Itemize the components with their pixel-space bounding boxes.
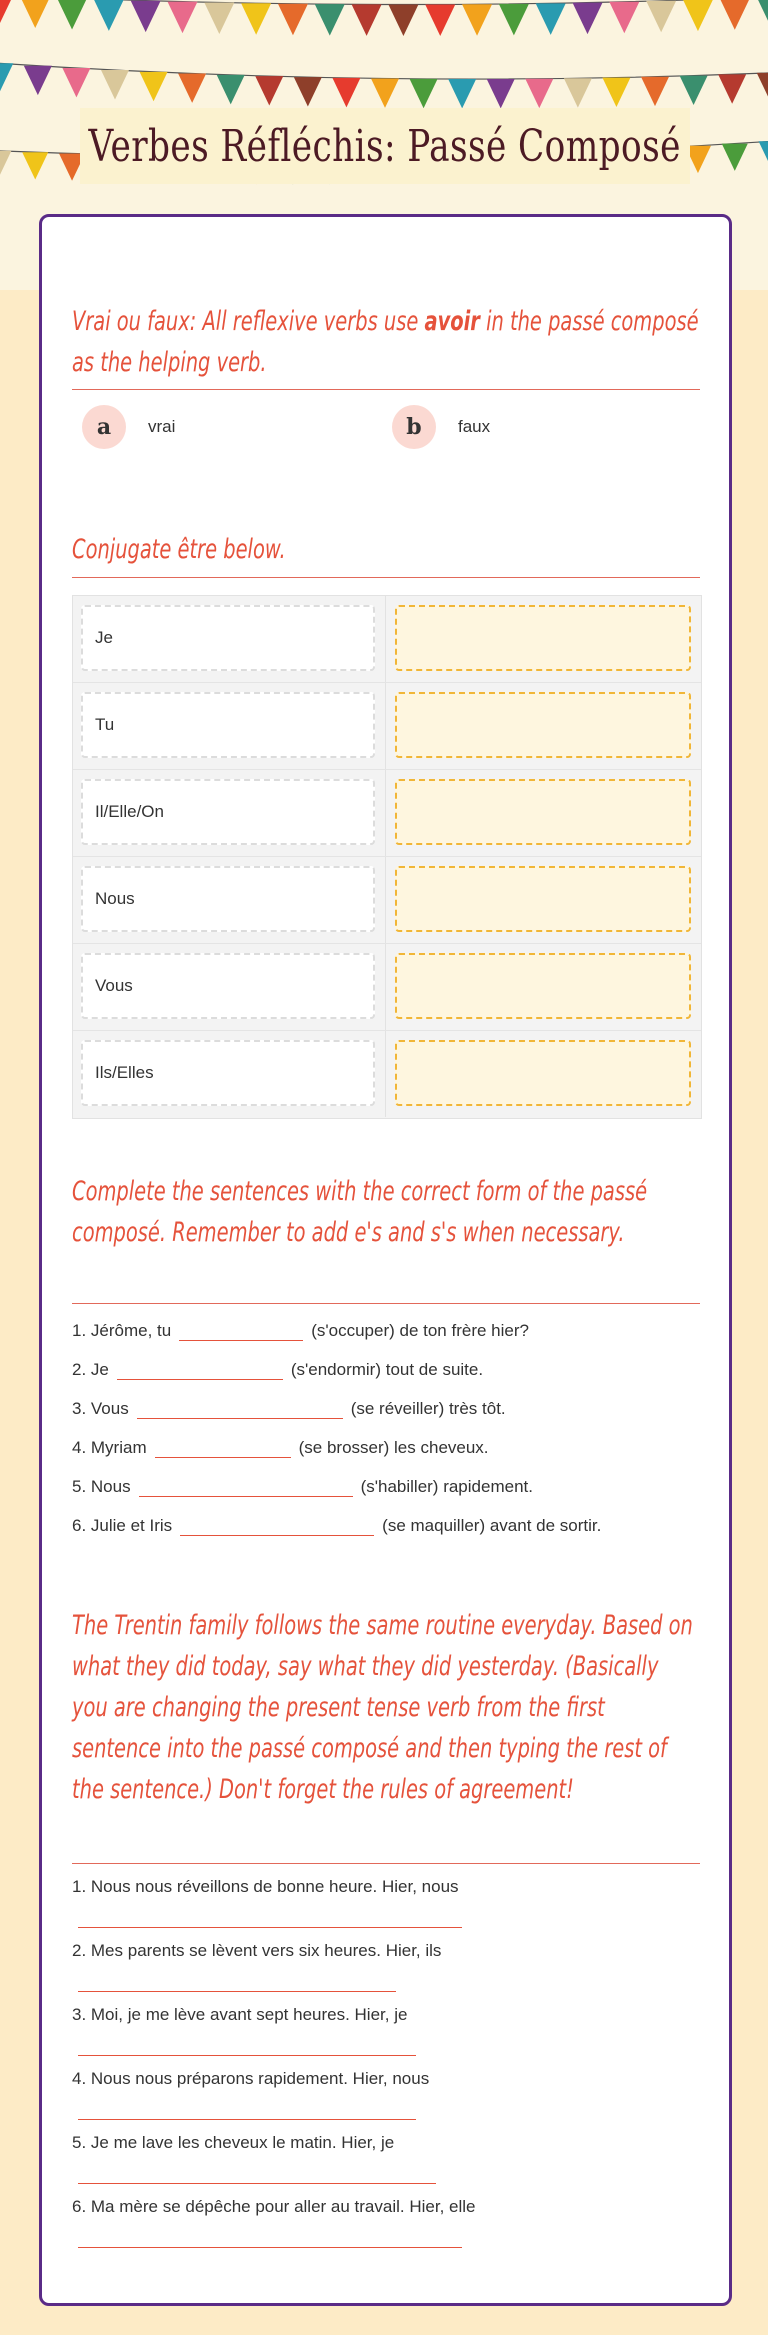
bunting-flag <box>131 1 161 33</box>
bunting-flag <box>278 4 308 36</box>
answer-line[interactable] <box>78 1927 462 1928</box>
bunting-flag <box>20 0 50 28</box>
bunting-flag <box>0 151 11 178</box>
bunting-flag <box>294 77 322 106</box>
divider <box>72 577 700 578</box>
conjugation-table <box>72 595 702 1119</box>
prompt-sentence: 5. Je me lave les cheveux le matin. Hier, je <box>72 2133 395 2152</box>
bunting-flag <box>0 63 13 92</box>
sentence-start: 2. Je <box>72 1360 109 1379</box>
bunting-flag <box>352 4 382 36</box>
answer-input[interactable] <box>395 1040 691 1106</box>
pronoun-cell: Ils/Elles <box>81 1040 375 1106</box>
question-bold-word: avoir <box>424 306 480 337</box>
bunting-flag <box>536 3 566 35</box>
worksheet-card <box>39 214 732 2306</box>
sentence-end: (s'endormir) tout de suite. <box>290 1360 484 1379</box>
option-a[interactable] <box>82 405 175 449</box>
column-divider <box>385 857 386 943</box>
bunting-flag <box>371 79 399 108</box>
option-label: vrai <box>148 417 176 436</box>
answer-input[interactable] <box>395 953 691 1019</box>
sentence-line <box>72 1436 489 1458</box>
divider <box>72 389 700 390</box>
answer-line[interactable] <box>78 2183 436 2184</box>
bunting-flag <box>722 144 748 171</box>
answer-blank[interactable] <box>180 1513 374 1536</box>
sentence-end: (se brosser) les cheveux. <box>298 1438 489 1457</box>
question-transform-sentences <box>72 1605 700 2216</box>
bunting-flag <box>255 76 283 105</box>
answer-input[interactable] <box>395 692 691 758</box>
bunting-flag <box>217 75 245 104</box>
prompt-sentence: 3. Moi, je me lève avant sept heures. Hier, je <box>72 2005 408 2024</box>
bunting-flag <box>499 4 529 35</box>
page-title: Verbes Réfléchis: Passé Composé <box>88 120 682 172</box>
sentence-line <box>72 1514 601 1536</box>
bunting-flag <box>101 70 129 99</box>
answer-input[interactable] <box>395 605 691 671</box>
bunting-flag <box>720 0 750 30</box>
divider <box>72 1863 700 1864</box>
answer-blank[interactable] <box>137 1396 343 1419</box>
bunting-flag <box>718 74 746 103</box>
bunting-flag <box>759 141 768 168</box>
question-title: The Trentin family follows the same routine everyday. Based on what they did today, say what they did yesterday. (Basically you are changing the present tense verb from the first sentence into the passé composé and then typing the rest of the sentence.) Don't forget the rules of agreement! <box>72 1610 693 1805</box>
sentence-end: (se réveiller) très tôt. <box>350 1399 506 1418</box>
sentence-line <box>72 1397 506 1419</box>
bunting-flag <box>646 1 676 33</box>
sentence-start: 4. Myriam <box>72 1438 147 1457</box>
answer-line[interactable] <box>78 1991 396 1992</box>
answer-input[interactable] <box>395 866 691 932</box>
bunting-flag <box>683 0 713 31</box>
column-divider <box>385 683 386 769</box>
answer-line[interactable] <box>78 2247 462 2248</box>
prompt-sentence: 6. Ma mère se dépêche pour aller au travail. Hier, elle <box>72 2197 476 2216</box>
conjugation-row <box>73 596 701 683</box>
bunting-flag <box>757 73 768 102</box>
bunting-flag <box>680 76 708 105</box>
option-letter: a <box>82 405 126 449</box>
answer-input[interactable] <box>395 779 691 845</box>
prompt-sentence: 2. Mes parents se lèvent vers six heures. Hier, ils <box>72 1941 442 1960</box>
bunting-flag <box>641 77 669 106</box>
question-tail: in the passé composé as the helping verb. <box>72 306 699 378</box>
conjugation-row <box>73 1031 701 1117</box>
bunting-flag <box>410 79 438 108</box>
bunting-flag <box>241 3 271 34</box>
sentence-end: (s'occuper) de ton frère hier? <box>311 1321 529 1340</box>
column-divider <box>385 770 386 856</box>
bunting-flag <box>388 5 418 37</box>
bunting-flag <box>573 3 603 35</box>
question-text: All reflexive verbs use <box>202 306 425 337</box>
question-title <box>72 301 700 383</box>
question-conjugation <box>72 529 700 1082</box>
bunting-flag <box>62 68 90 97</box>
prompt-sentence: 1. Nous nous réveillons de bonne heure. Hier, nous <box>72 1877 459 1896</box>
sentence-line <box>72 1319 529 1341</box>
sentence-start: 6. Julie et Iris <box>72 1516 173 1535</box>
bunting-flag <box>332 78 360 107</box>
bunting-flag <box>24 66 52 95</box>
conjugation-row <box>73 944 701 1031</box>
bunting-flag <box>564 78 592 107</box>
bunting-flag <box>0 0 13 26</box>
answer-blank[interactable] <box>155 1435 291 1458</box>
sentence-start: 3. Vous <box>72 1399 129 1418</box>
bunting-flag <box>757 0 768 28</box>
bunting-flag <box>525 79 553 108</box>
answer-blank[interactable] <box>179 1318 303 1341</box>
column-divider <box>385 596 386 682</box>
conjugation-row <box>73 683 701 770</box>
pronoun-cell: Nous <box>81 866 375 932</box>
divider <box>72 1303 700 1304</box>
prompt-sentence: 4. Nous nous préparons rapidement. Hier, nous <box>72 2069 430 2088</box>
option-label: faux <box>458 417 491 436</box>
answer-blank[interactable] <box>139 1474 353 1497</box>
question-fill-blanks <box>72 1171 700 1535</box>
bunting-flag <box>57 0 87 30</box>
option-letter: b <box>392 405 436 449</box>
bunting-flag <box>315 4 345 36</box>
bunting-flag <box>425 4 455 35</box>
question-true-false <box>72 301 700 440</box>
bunting-flag <box>487 79 515 108</box>
conjugation-row <box>73 770 701 857</box>
option-b[interactable] <box>392 405 490 449</box>
bunting-flag <box>462 4 492 35</box>
bunting-flag <box>94 0 124 31</box>
sentence-end: (s'habiller) rapidement. <box>360 1477 533 1496</box>
question-title: Conjugate être below. <box>72 534 286 565</box>
pronoun-cell: Je <box>81 605 375 671</box>
bunting-flag <box>609 2 639 34</box>
pronoun-cell: Tu <box>81 692 375 758</box>
column-divider <box>385 1031 386 1117</box>
title-plate <box>80 108 690 184</box>
conjugation-row <box>73 857 701 944</box>
bunting-flag <box>602 78 630 107</box>
sentence-end: (se maquiller) avant de sortir. <box>382 1516 602 1535</box>
sentence-start: 5. Nous <box>72 1477 131 1496</box>
answer-line[interactable] <box>78 2055 416 2056</box>
bunting-flag <box>204 3 234 35</box>
answer-blank[interactable] <box>117 1357 283 1380</box>
question-lead: Vrai ou faux: <box>72 306 203 337</box>
sentence-line <box>72 1475 533 1497</box>
bunting-flag <box>178 74 206 103</box>
bunting-flag <box>448 79 476 108</box>
answer-line[interactable] <box>78 2119 416 2120</box>
bunting-flag <box>168 2 198 34</box>
sentence-start: 1. Jérôme, tu <box>72 1321 172 1340</box>
pronoun-cell: Il/Elle/On <box>81 779 375 845</box>
column-divider <box>385 944 386 1030</box>
sentence-line <box>72 1358 483 1380</box>
bunting-flag <box>140 72 168 101</box>
pronoun-cell: Vous <box>81 953 375 1019</box>
question-title: Complete the sentences with the correct form of the passé composé. Remember to add e's and s's when necessary. <box>72 1176 648 1248</box>
bunting-flag <box>22 152 48 179</box>
